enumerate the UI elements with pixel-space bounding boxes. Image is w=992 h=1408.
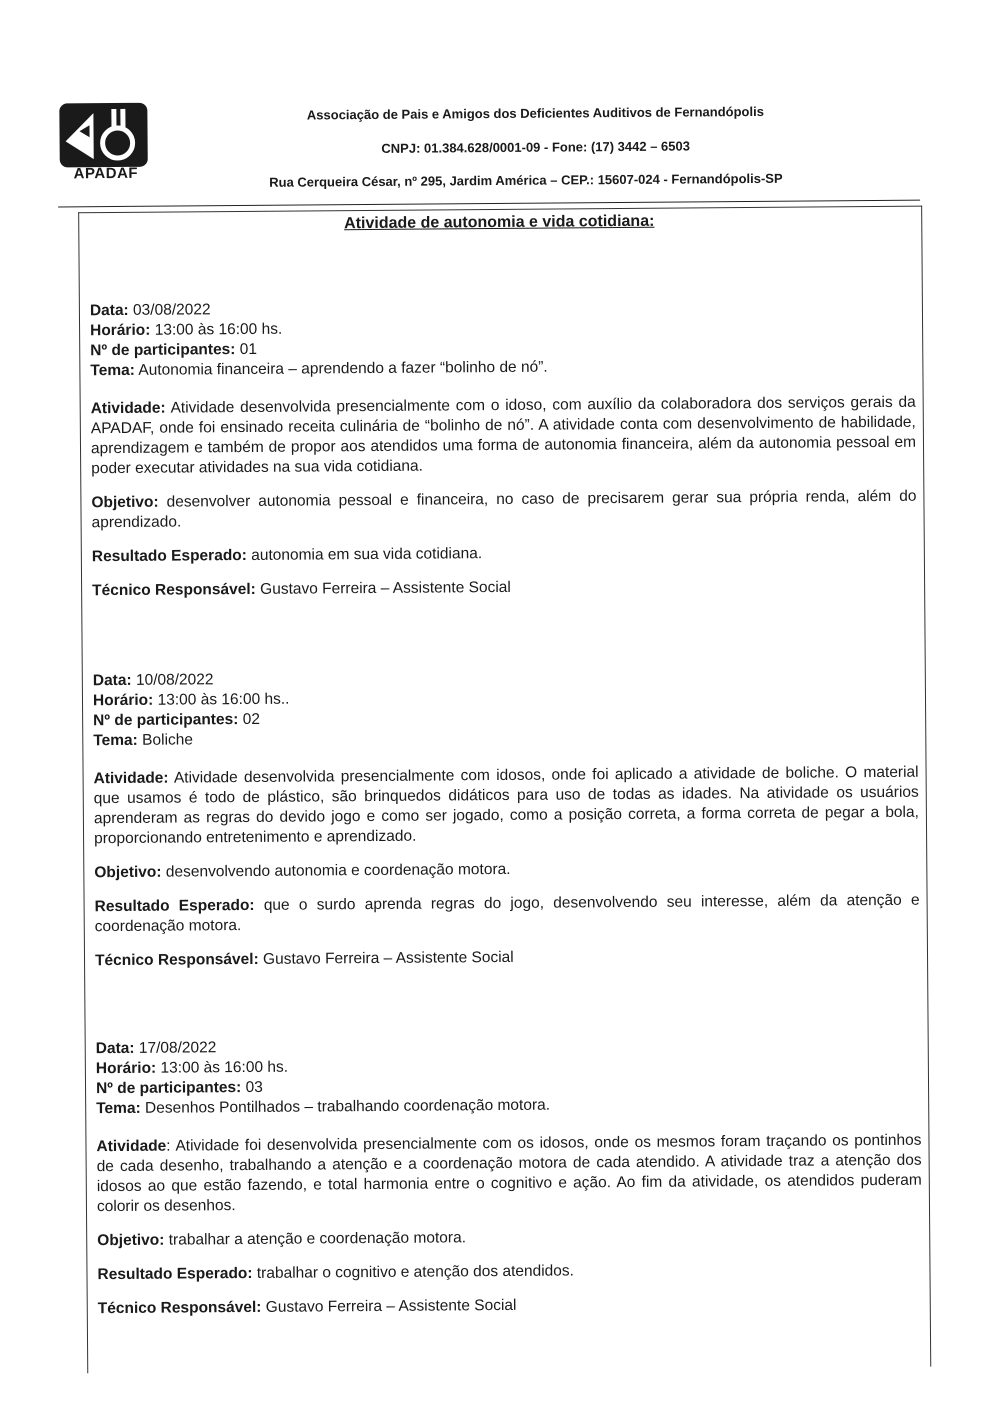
objective-label: Objetivo: — [94, 863, 162, 882]
expected-result-text: trabalhar o cognitivo e atenção dos atendidos. — [256, 1262, 575, 1282]
theme-label: Tema: — [96, 1099, 141, 1118]
participants-label: Nº de participantes: — [93, 711, 239, 730]
expected-result-label: Resultado Esperado: — [91, 546, 247, 566]
time-label: Horário: — [90, 321, 151, 340]
technician-label: Técnico Responsável: — [92, 580, 256, 600]
record-activity — [96, 1131, 922, 1217]
time-label: Horário: — [95, 1059, 157, 1078]
expected-result-text: que o surdo aprenda regras do jogo, desenvolvendo seu interesse, além da atenção e coordenação motora. — [94, 891, 920, 936]
activity-record-2 — [93, 665, 920, 971]
activity-record-1 — [90, 295, 917, 601]
date-label: Data: — [95, 1039, 135, 1058]
logo-mark — [59, 103, 147, 168]
theme-value: Autonomia financeira – aprendendo a fazer “bolinho de nó”. — [138, 358, 548, 379]
participants-value: 03 — [245, 1078, 263, 1097]
activity-label: Atividade: — [93, 769, 169, 788]
org-name: Associação de Pais e Amigos dos Deficientes Auditivos de Fernandópolis — [306, 103, 764, 123]
address-line: Rua Cerqueira César, nº 295, Jardim América – CEP.: 15607-024 - Fernandópolis-SP — [269, 170, 783, 190]
expected-result-text: autonomia em sua vida cotidiana. — [251, 545, 483, 564]
activity-label: Atividade — [96, 1137, 167, 1156]
document-title: Atividade de autonomia e vida cotidiana: — [344, 212, 655, 233]
activity-label: Atividade: — [90, 399, 166, 418]
objective-text: desenvolvendo autonomia e coordenação motora. — [165, 860, 511, 881]
participants-value: 02 — [242, 710, 260, 729]
objective-text: trabalhar a atenção e coordenação motora. — [168, 1229, 467, 1249]
objective-label: Objetivo: — [91, 493, 159, 512]
date-value: 10/08/2022 — [135, 671, 214, 689]
technician-name: Gustavo Ferreira – Assistente Social — [265, 1296, 517, 1316]
time-value: 13:00 às 16:00 hs. — [160, 1058, 289, 1077]
date-value: 03/08/2022 — [132, 301, 211, 319]
expected-result-label: Resultado Esperado: — [97, 1264, 253, 1284]
expected-result-label: Resultado Esperado: — [94, 896, 255, 916]
time-value: 13:00 às 16:00 hs. — [154, 320, 283, 339]
activity-text: : Atividade foi desenvolvida presencialmente com os idosos, onde os mesmos foram traçando os pontinhos de cada desenho, trabalhando a atenção e a coordenação motora de cada atendido. A atividade traz a atenção dos idosos ao que estão fazendo, e total harmonia entre o cognitivo e ação. Ao fim da atividade, os atendidos puderam colorir os desenhos. — [96, 1131, 922, 1216]
record-expected-result — [95, 891, 920, 937]
theme-value: Boliche — [142, 731, 194, 749]
participants-value: 01 — [239, 340, 258, 359]
record-activity — [91, 393, 917, 479]
date-label: Data: — [89, 301, 129, 320]
theme-label: Tema: — [93, 731, 138, 750]
participants-label: Nº de participantes: — [95, 1079, 242, 1098]
technician-name: Gustavo Ferreira – Assistente Social — [262, 948, 514, 968]
time-value: 13:00 às 16:00 hs.. — [157, 690, 290, 709]
date-value: 17/08/2022 — [138, 1039, 217, 1057]
ear-symbol-icon — [59, 103, 147, 168]
apadaf-logo — [59, 103, 150, 184]
logo-text: APADAF — [73, 164, 139, 183]
objective-text: desenvolver autonomia pessoal e financeira, no caso de precisarem gerar sua própria renda, além do aprendizado. — [91, 487, 917, 532]
theme-value: Desenhos Pontilhados – trabalhando coordenação motora. — [144, 1096, 551, 1117]
objective-label: Objetivo: — [97, 1231, 165, 1250]
cnpj-line: CNPJ: 01.384.628/0001-09 - Fone: (17) 3442 – 6503 — [381, 138, 690, 156]
theme-label: Tema: — [90, 361, 135, 380]
technician-label: Técnico Responsável: — [94, 950, 259, 970]
record-activity — [94, 763, 920, 849]
date-label: Data: — [92, 671, 132, 690]
activity-text: Atividade desenvolvida presencialmente com o idoso, com auxílio da colaboradora dos serviços gerais da APADAF, onde foi ensinado receita culinária de “bolinho de nó”. A atividade conta com desenvolvimento de habilidade, aprendizagem e também de propor aos atendidos uma forma de autonomia financeira, além da autonomia pessoal em poder executar atividades na sua vida cotidiana. — [90, 393, 917, 478]
participants-label: Nº de participantes: — [90, 341, 236, 360]
technician-name: Gustavo Ferreira – Assistente Social — [260, 578, 511, 598]
time-label: Horário: — [92, 691, 154, 710]
record-objective — [91, 487, 916, 533]
technician-label: Técnico Responsável: — [97, 1298, 262, 1318]
activity-text: Atividade desenvolvida presencialmente com idosos, onde foi aplicado a atividade de boliche. O material que usamos é todo de plástico, são brinquedos didáticos para uso de todas as idades. Na atividade os usuários aprenderam as regras do devido jogo e como ser jogado, como a posição correta, a forma correta de pegar a bola, proporcionando entretenimento e aprendizado. — [93, 763, 919, 848]
activity-record-3 — [96, 1033, 923, 1319]
